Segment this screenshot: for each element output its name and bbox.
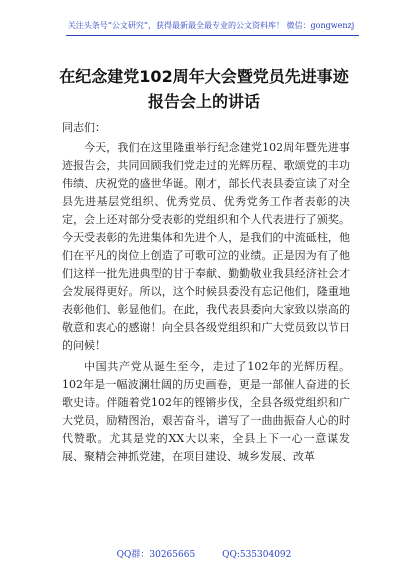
document-body	[62, 119, 350, 469]
title-line-2: 报告会上的讲话	[147, 92, 260, 111]
footer-qq-group: QQ群：30265665	[116, 550, 196, 560]
footer-qq: QQ:535304092	[222, 550, 292, 560]
footer	[0, 549, 408, 561]
paragraph-2: 中国共产党从诞生至今，走过了102年的光辉历程。102年是一幅波澜壮阔的历史画卷，更是一部催人奋进的长歌史诗。伴随着党102年的铿锵步伐，全县各级党组织和广大党员，励精图治，艰苦奋斗，谱写了一曲曲振奋人心的时代赞歌。尤其是党的XX大以来，全县上下一心一意谋发展、聚精会神抓党建，在项目建设、城乡发展、改革	[62, 360, 350, 463]
salutation: 同志们：	[62, 121, 106, 134]
document-title	[48, 64, 360, 114]
title-line-1: 在纪念建党102周年大会暨党员先进事迹	[59, 67, 349, 86]
paragraph-1: 今天，我们在这里隆重举行纪念建党102周年暨先进事迹报告会，共同回顾我们党走过的光辉历程、歌颂党的丰功伟绩、庆祝党的盛世华诞。刚才，部长代表县委宣读了对全县先进基层党组织、优秀党员、优秀党务工作者表彰的决定，会上还对部分受表彰的党组织和个人代表进行了颁奖。今天受表彰的先进集体和先进个人，是我们的中流砥柱，他们在平凡的岗位上创造了可歌可泣的业绩。正是因为有了他们这样一批先进典型的甘于奉献、勤勤敬业我县经济社会才会发展得更好。所以，这个时候县委没有忘记他们，隆重地表彰他们、彰显他们。在此，我代表县委向大家致以崇高的敬意和衷心的感谢！向全县各级党组织和广大党员致以节日的问候！	[62, 141, 350, 352]
header-banner[interactable]: 关注头条号“公文研究”，获得最新最全最专业的公文资料库！ 微信：gongwenzj	[67, 21, 355, 30]
header-divider	[66, 35, 359, 36]
